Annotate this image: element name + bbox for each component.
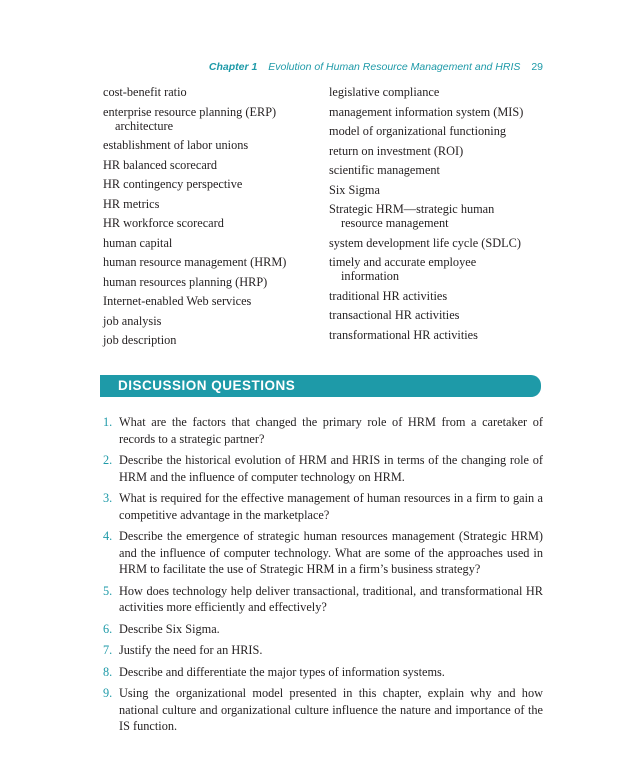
- key-term: cost-benefit ratio: [103, 85, 187, 99]
- key-term: transactional HR activities: [329, 308, 460, 322]
- key-term: job analysis: [103, 313, 162, 328]
- question-text: Describe the historical evolution of HRM and HRIS in terms of the changing role of HRM and the influence of computer technology on HRM.: [119, 453, 543, 484]
- question-item: [103, 583, 543, 616]
- question-number: 3.: [103, 491, 113, 505]
- question-text: What is required for the effective management of human resources in a firm to gain a competitive advantage in the marketplace?: [119, 491, 543, 522]
- key-term: Six Sigma: [329, 182, 380, 197]
- key-term: transformational HR activities: [329, 327, 478, 342]
- key-term: Strategic HRM—strategic human resource management: [329, 202, 495, 230]
- question-number: 7.: [103, 643, 113, 657]
- key-term: system development life cycle (SDLC): [329, 235, 521, 250]
- question-text: Using the organizational model presented in this chapter, explain why and how national culture and organizational culture influence the nature and importance of the IS function.: [119, 686, 543, 733]
- question-text: How does technology help deliver transactional, traditional, and transformational HR activities more efficiently and effectively?: [119, 583, 543, 614]
- key-term: HR balanced scorecard: [103, 157, 218, 172]
- key-term: return on investment (ROI): [329, 143, 464, 158]
- key-term: enterprise resource planning (ERP) architecture: [103, 104, 277, 133]
- question-number: 1.: [103, 415, 113, 429]
- key-term: human resource management (HRM): [103, 255, 287, 269]
- key-term: traditional HR activities: [329, 288, 448, 303]
- question-item: [103, 685, 543, 735]
- key-terms-right-column: [329, 85, 543, 353]
- question-text: Describe and differentiate the major types of information systems.: [119, 664, 445, 679]
- question-item: [103, 642, 543, 659]
- discussion-questions-heading: DISCUSSION QUESTIONS: [118, 378, 296, 393]
- question-number: 5.: [103, 583, 113, 598]
- key-term: job description: [103, 333, 177, 347]
- key-term: model of organizational functioning: [329, 124, 507, 138]
- key-term: HR workforce scorecard: [103, 216, 224, 230]
- key-term: legislative compliance: [329, 85, 440, 99]
- question-text: Justify the need for an HRIS.: [119, 643, 263, 657]
- question-item: [103, 664, 543, 681]
- question-text: Describe Six Sigma.: [119, 621, 220, 636]
- question-number: 2.: [103, 453, 113, 467]
- key-term: human capital: [103, 235, 173, 250]
- key-term: establishment of labor unions: [103, 138, 249, 152]
- key-term: Internet-enabled Web services: [103, 294, 252, 308]
- question-item: [103, 452, 543, 485]
- discussion-questions-list: [103, 414, 543, 740]
- question-item: [103, 528, 543, 578]
- key-term: HR metrics: [103, 196, 160, 211]
- question-text: What are the factors that changed the primary role of HRM from a caretaker of records to a strategic partner?: [119, 415, 543, 446]
- question-number: 9.: [103, 686, 113, 700]
- question-number: 8.: [103, 664, 113, 679]
- key-terms-left-column: [103, 85, 329, 353]
- question-item: [103, 490, 543, 523]
- question-number: 4.: [103, 529, 113, 543]
- question-item: [103, 621, 543, 638]
- page-number: 29: [531, 61, 543, 73]
- question-text: Describe the emergence of strategic human resources management (Strategic HRM) and the influence of computer technology. What are some of the approaches used in HRM to facilitate the use of Strategic HRM in a firm’s business strategy?: [119, 529, 543, 576]
- key-term: HR contingency perspective: [103, 177, 243, 191]
- key-terms: [103, 85, 543, 353]
- chapter-label: Chapter 1: [208, 61, 258, 73]
- discussion-questions-heading-bar: [100, 375, 541, 397]
- key-term: timely and accurate employee information: [329, 255, 477, 283]
- key-term: scientific management: [329, 163, 440, 177]
- running-header: [209, 61, 543, 73]
- key-term: management information system (MIS): [329, 104, 524, 119]
- question-number: 6.: [103, 621, 113, 636]
- key-term: human resources planning (HRP): [103, 274, 268, 289]
- chapter-title: Evolution of Human Resource Management and HRIS: [268, 61, 521, 73]
- question-item: [103, 414, 543, 447]
